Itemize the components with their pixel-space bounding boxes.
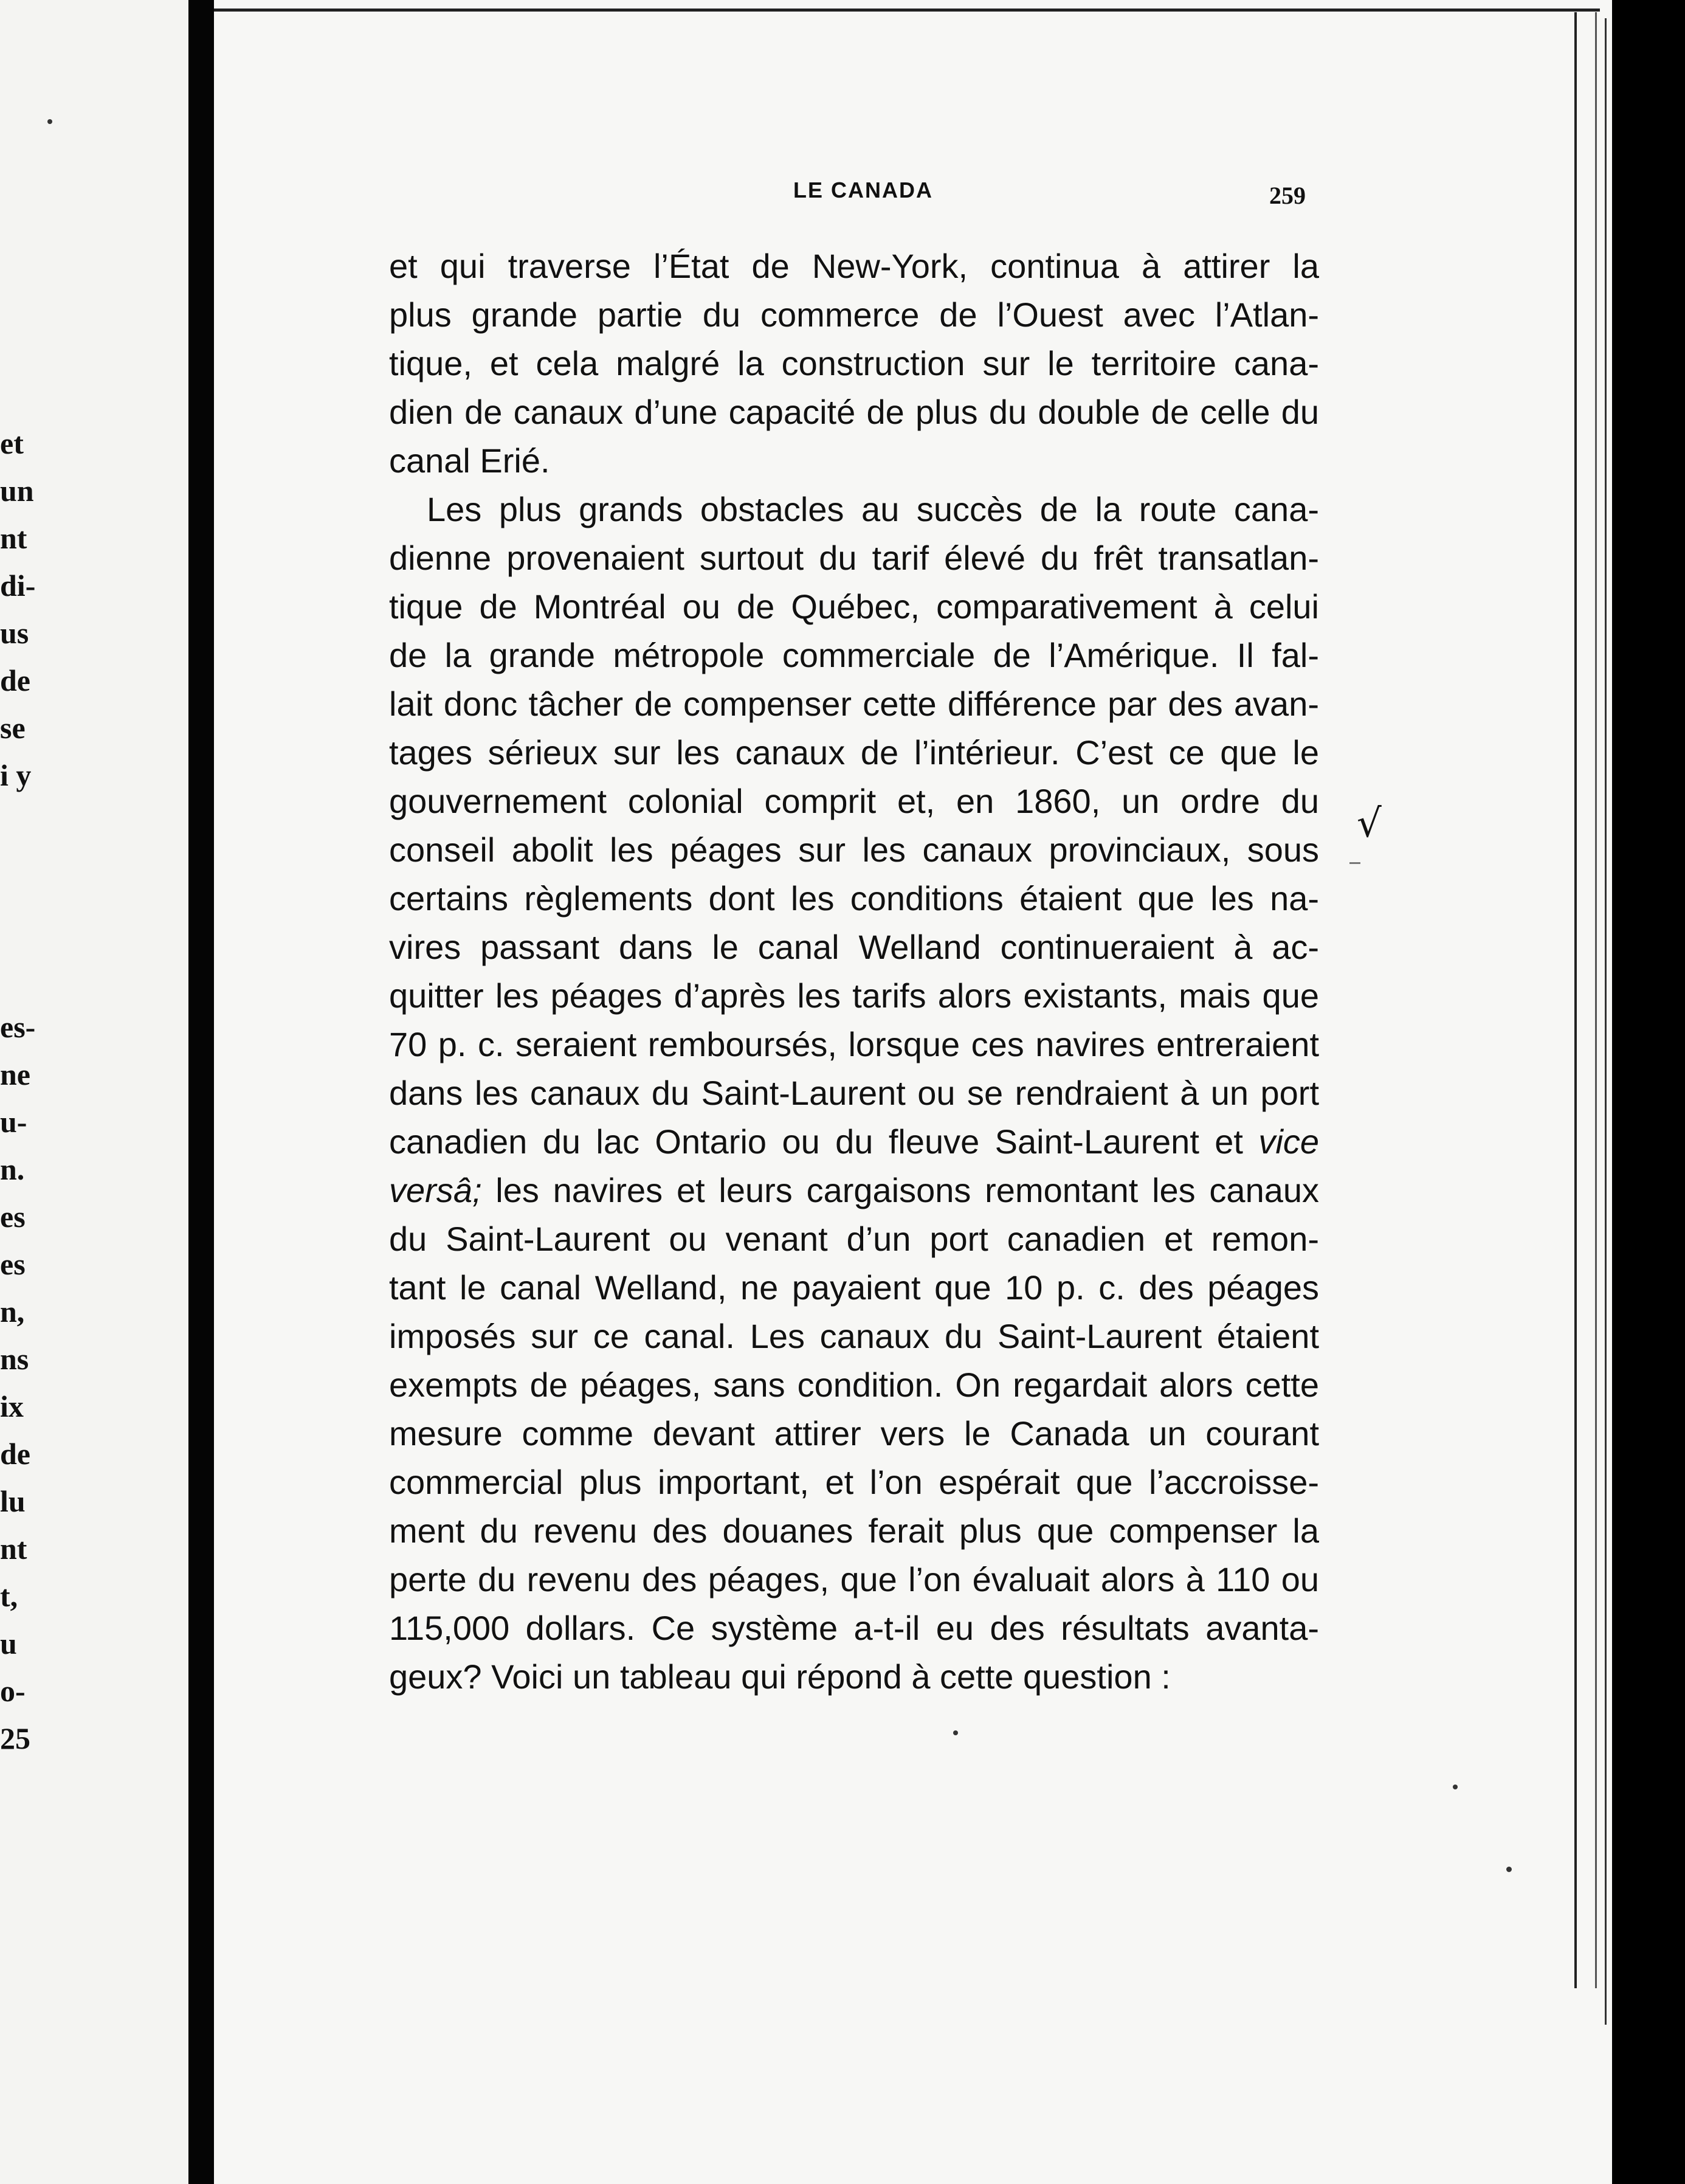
text-line: perte du revenu des péages, que l’on évaluait alors à 110 ou [389,1560,1319,1598]
margin-dash [1349,862,1360,864]
text-line: dienne provenaient surtout du tarif élevé du frêt transatlan- [389,539,1319,577]
line-text: les navires et leurs cargaisons remontant les canaux [495,1171,1319,1209]
ink-speck [1453,1785,1458,1789]
running-title: LE CANADA [793,178,933,202]
fragment: de [0,663,30,697]
italic-vice: vice [1258,1122,1319,1161]
text-line: lait donc tâcher de compenser cette différence par des avan- [389,685,1319,723]
fragment: es [0,1247,26,1281]
fragment: di- [0,568,36,603]
fragment: nt [0,1532,27,1566]
fragment: o- [0,1674,26,1708]
left-page-fragments-upper [0,420,55,799]
text-line: 115,000 dollars. Ce système a-t-il eu des résultats avanta- [389,1609,1319,1647]
fragment: ne [0,1057,30,1091]
page-top-edge [214,9,1600,12]
margin-check-mark: √ [1357,801,1382,846]
text-line: du Saint-Laurent ou venant d’un port canadien et remon- [389,1220,1319,1258]
left-page-fragments-lower [0,1003,55,1762]
fragment: un [0,474,34,508]
book-gutter [188,0,214,2184]
text-line: quitter les péages d’après les tarifs alors existants, mais que [389,976,1319,1015]
text-line: vires passant dans le canal Welland continueraient à ac- [389,928,1319,966]
fragment: n. [0,1152,25,1186]
text-line: et qui traverse l’État de New-York, continua à attirer la [389,247,1319,285]
text-line: dien de canaux d’une capacité de plus du double de celle du [389,393,1319,431]
fragment: u- [0,1105,27,1139]
fragment: u [0,1626,17,1660]
text-line: mesure comme devant attirer vers le Canada un courant [389,1414,1319,1453]
text-line: canal Erié. [389,441,550,480]
fragment: t, [0,1579,18,1613]
text-line: ment du revenu des douanes ferait plus que compenser la [389,1512,1319,1550]
fragment: 25 [0,1721,30,1755]
fragment: ix [0,1389,24,1423]
fragment: ns [0,1342,29,1376]
text-line: imposés sur ce canal. Les canaux du Saint-Laurent étaient [389,1317,1319,1355]
body-text [389,242,1319,1701]
text-line: de la grande métropole commerciale de l’Amérique. Il fal- [389,636,1319,674]
text-line: tant le canal Welland, ne payaient que 10 p. c. des péages [389,1268,1319,1307]
text-line-with-italic [389,1118,1319,1166]
italic-versa: versâ; [389,1171,482,1209]
ink-speck [1506,1867,1512,1872]
text-line: tique de Montréal ou de Québec, comparativement à celui [389,587,1319,626]
text-line: plus grande partie du commerce de l’Ouest avec l’Atlan- [389,295,1319,334]
text-line: dans les canaux du Saint-Laurent ou se rendraient à un port [389,1074,1319,1112]
page-stack-edge [1574,12,1597,1988]
text-line: conseil abolit les péages sur les canaux provinciaux, sous [389,831,1319,869]
text-line: certains règlements dont les conditions étaient que les na- [389,879,1319,917]
fragment: n, [0,1294,25,1329]
fragment: lu [0,1484,26,1518]
fragment: es- [0,1010,36,1044]
text-line: gouvernement colonial comprit et, en 1860, un ordre du [389,782,1319,820]
text-line: 70 p. c. seraient remboursés, lorsque ces navires entreraient [389,1025,1319,1063]
text-line: commercial plus important, et l’on espérait que l’accroisse- [389,1463,1319,1501]
page-number: 259 [1269,182,1306,209]
fragment: es [0,1200,26,1234]
text-line: geux? Voici un tableau qui répond à cette question : [389,1657,1171,1696]
paragraph-first-line: Les plus grands obstacles au succès de la route cana- [427,490,1319,528]
text-line: tages sérieux sur les canaux de l’intérieur. C’est ce que le [389,733,1319,772]
page-stack-edge-inner [1605,18,1611,2025]
fragment: de [0,1437,30,1471]
line-text: canadien du lac Ontario ou du fleuve Saint-Laurent et [389,1122,1243,1161]
text-line: tique, et cela malgré la construction sur le territoire cana- [389,344,1319,382]
text-line-with-italic [389,1166,1319,1215]
fragment: us [0,616,29,650]
fragment: se [0,711,26,745]
ink-speck [953,1730,958,1735]
text-line: exempts de péages, sans condition. On regardait alors cette [389,1366,1319,1404]
scan-background [1612,0,1685,2184]
left-page [0,0,188,2184]
fragment: et [0,426,24,460]
fragment: nt [0,521,27,555]
ink-speck [47,119,52,124]
fragment: i y [0,758,32,792]
